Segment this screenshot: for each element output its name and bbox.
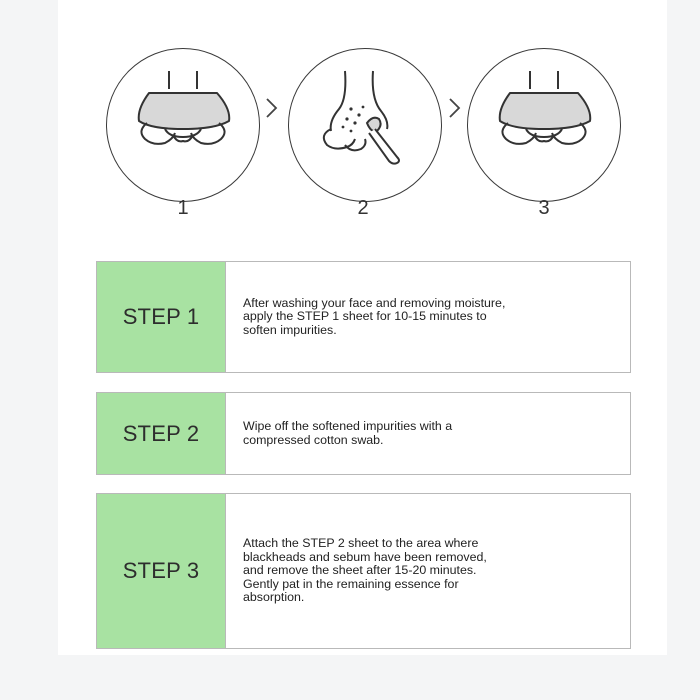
step-2-card: [96, 392, 631, 475]
step-3-label-box: [97, 494, 226, 648]
stage-2-circle: [288, 48, 442, 202]
stage-1-circle: [106, 48, 260, 202]
nose-cotton-swab-icon: [289, 49, 443, 203]
nose-with-strip-icon: [468, 49, 622, 203]
nose-with-strip-icon: [107, 49, 261, 203]
chevron-right-icon: [264, 96, 280, 120]
step-2-label: STEP 2: [122, 420, 200, 446]
step-2-label-box: [97, 393, 226, 474]
step-1-description: After washing your face and removing moisture, apply the STEP 1 sheet for 10-15 minutes to soften impurities.: [243, 295, 506, 337]
stage-number-3: 3: [538, 197, 550, 219]
stage-number-2: 2: [357, 197, 369, 219]
step-2-description-box: [226, 393, 630, 474]
step-3-card: [96, 493, 631, 649]
stage-3-circle: [467, 48, 621, 202]
step-3-description: Attach the STEP 2 sheet to the area where blackheads and sebum have been removed, and remove the sheet after 15-20 minutes. Gently pat in the remaining essence for absorption.: [243, 536, 487, 605]
step-1-label: STEP 1: [122, 304, 200, 329]
stage-number-1: 1: [177, 197, 189, 219]
step-1-description-box: [226, 262, 630, 372]
step-3-description-box: [226, 494, 630, 648]
step-1-card: [96, 261, 631, 373]
step-2-description: Wipe off the softened impurities with a compressed cotton swab.: [243, 419, 453, 447]
step-3-label: STEP 3: [122, 558, 200, 583]
chevron-right-icon: [447, 96, 463, 120]
step-1-label-box: [97, 262, 226, 372]
